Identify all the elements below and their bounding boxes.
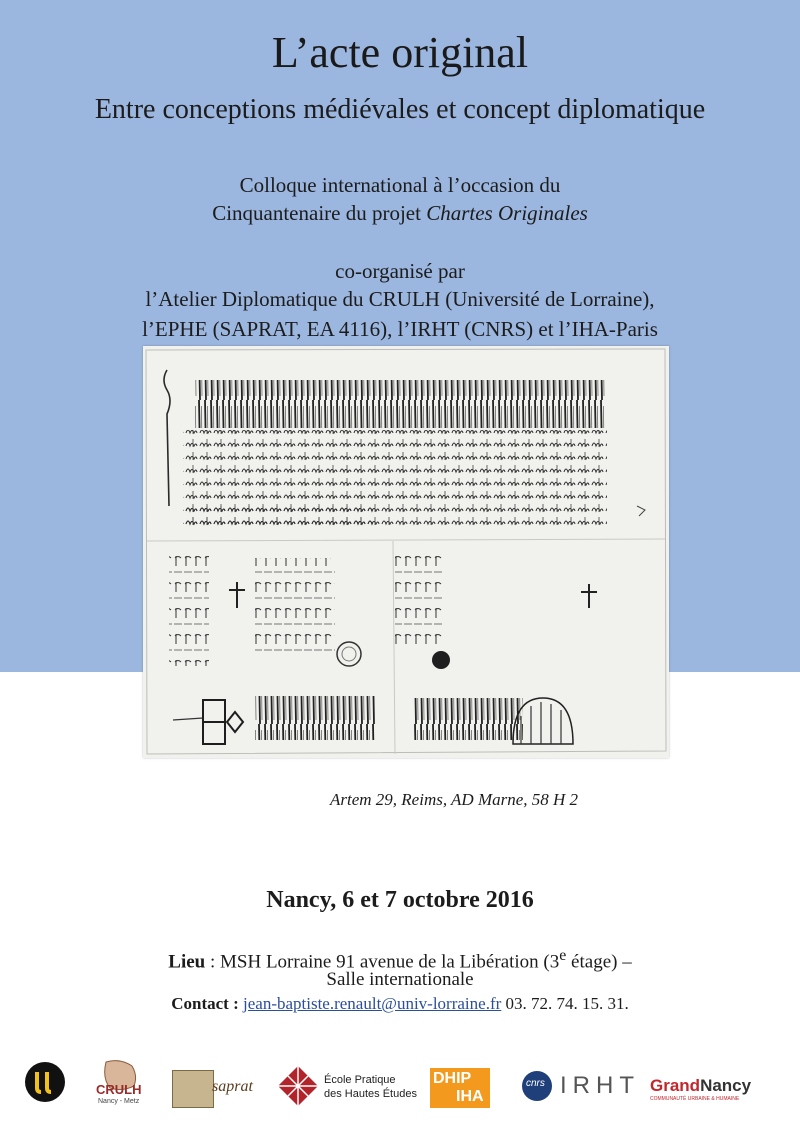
contact-separator: : [228, 994, 243, 1013]
charter-drawing [143, 346, 669, 758]
cnrs-irht-logo [520, 1058, 640, 1118]
ephe-text-line-2: des Hautes Études [324, 1088, 417, 1100]
organisers-intro: co-organisé par [335, 259, 465, 283]
iha-text: IHA [456, 1088, 484, 1105]
contact-line [0, 993, 800, 1015]
crulh-subtext: Nancy - Metz [98, 1098, 140, 1105]
floor-superscript: e [559, 947, 567, 964]
irht-text: IRHT [560, 1072, 640, 1099]
project-name: Chartes Originales [426, 201, 588, 225]
crulh-logo [92, 1058, 152, 1118]
ul-logo [24, 1058, 68, 1118]
contact-label: Contact [171, 994, 229, 1013]
partner-logos [0, 1058, 800, 1118]
cnrs-text: cnrs [526, 1078, 545, 1089]
organisers-line-1: l’Atelier Diplomatique du CRULH (Université de Lorraine), [145, 287, 655, 311]
saprat-logo [172, 1058, 252, 1118]
venue-room: Salle internationale [326, 969, 474, 990]
saprat-illumination [172, 1070, 214, 1108]
grand-text: Grand [650, 1076, 701, 1095]
ephe-diamond-icon [276, 1058, 320, 1118]
colloque-line-2-text: Cinquantenaire du projet [212, 201, 427, 225]
colloque-line-2 [0, 200, 800, 226]
organisers-line-2: l’EPHE (SAPRAT, EA 4116), l’IRHT (CNRS) et l’IHA-Paris [142, 317, 658, 341]
grand-nancy-logo [650, 1058, 780, 1118]
nancy-text: Nancy [700, 1076, 752, 1095]
image-caption: Artem 29, Reims, AD Marne, 58 H 2 [330, 790, 579, 809]
grand-nancy-subtext: COMMUNAUTÉ URBAINE & HUMAINE [650, 1096, 740, 1102]
ephe-text-line-1: École Pratique [324, 1074, 396, 1086]
dhip-text: DHIP [433, 1070, 472, 1087]
charter-image [143, 346, 669, 758]
venue-address: : MSH Lorraine 91 avenue de la Libération (3 [205, 951, 560, 973]
contact-phone: 03. 72. 74. 15. 31. [501, 994, 629, 1013]
place-date: Nancy, 6 et 7 octobre 2016 [266, 887, 534, 913]
dhip-iha-logo [430, 1058, 492, 1118]
page-title: L’acte original [271, 28, 529, 77]
contact-email-link[interactable]: jean-baptiste.renault@univ-lorraine.fr [243, 994, 502, 1013]
saprat-text: saprat [212, 1078, 253, 1095]
grand-nancy-wordmark [650, 1076, 751, 1096]
colloque-line-1: Colloque international à l’occasion du [239, 173, 561, 197]
ephe-logo [276, 1058, 417, 1118]
page-subtitle: Entre conceptions médiévales et concept diplomatique [94, 94, 706, 125]
crulh-text: CRULH [96, 1082, 142, 1097]
ul-logo-mark [24, 1058, 68, 1118]
venue-floor: étage) – [566, 951, 632, 973]
venue-label: Lieu [168, 951, 206, 973]
